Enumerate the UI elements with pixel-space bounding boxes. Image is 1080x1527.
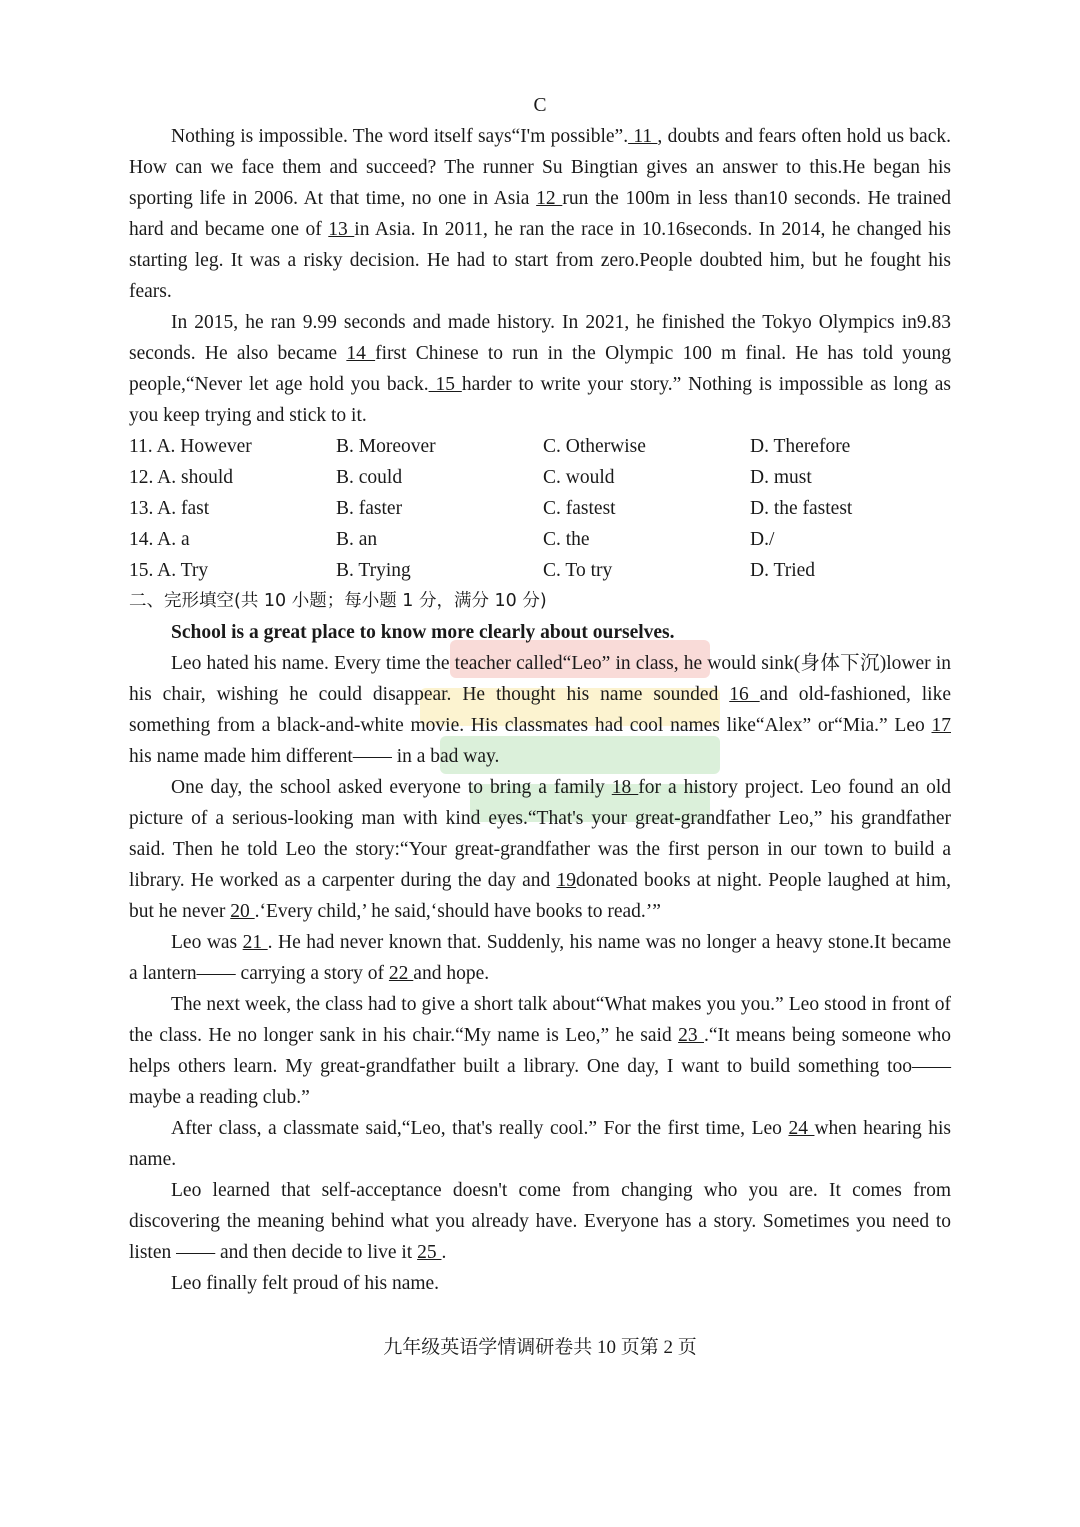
- passage-title: School is a great place to know more clearly about ourselves.: [171, 622, 675, 643]
- cloze-paragraph-7: Leo finally felt proud of his name.: [171, 1273, 440, 1294]
- option-d[interactable]: D. Therefore: [750, 436, 851, 457]
- passage-text: donated books at night. People laughed at him, but he never: [129, 870, 951, 922]
- answer-blank[interactable]: 15: [428, 374, 462, 395]
- cloze-paragraph-5: [129, 1113, 951, 1175]
- passage-text: .: [441, 1242, 447, 1263]
- passage-text: and hope.: [413, 963, 490, 984]
- passage-text: Leo hated his name. Every time the teacher called“Leo” in class, he would sink(身体下沉)lower in his chair, wishing he could disappear. He thought his name sounded: [129, 653, 951, 705]
- option-d[interactable]: D. the fastest: [750, 498, 853, 519]
- cloze-paragraph-3: [129, 927, 951, 989]
- question-14-options: [129, 524, 951, 555]
- passage-c-paragraph-2: [129, 307, 951, 431]
- option-b[interactable]: B. faster: [336, 498, 403, 519]
- option-a[interactable]: 14. A. a: [129, 529, 190, 550]
- question-11-options: [129, 431, 951, 462]
- option-d[interactable]: D./: [750, 529, 775, 550]
- question-12-options: [129, 462, 951, 493]
- cloze-paragraph-1: [129, 648, 951, 772]
- option-b[interactable]: B. an: [336, 529, 378, 550]
- cloze-paragraph-4: [129, 989, 951, 1113]
- question-13-options: [129, 493, 951, 524]
- answer-blank[interactable]: 21: [242, 932, 268, 953]
- passage-text: Nothing is impossible. The word itself says“I'm possible”.: [171, 126, 629, 147]
- option-b[interactable]: B. Moreover: [336, 436, 436, 457]
- answer-blank[interactable]: 19: [556, 870, 576, 891]
- passage-text: when hearing his name.: [129, 1118, 951, 1170]
- option-c[interactable]: C. the: [543, 529, 590, 550]
- answer-blank[interactable]: 11: [628, 126, 658, 147]
- option-b[interactable]: B. Trying: [336, 560, 411, 581]
- option-c[interactable]: C. To try: [543, 560, 613, 581]
- passage-text: .‘Every child,’ he said,‘should have books to read.’”: [254, 901, 661, 922]
- passage-text: .“It means being someone who helps others learn. My great-grandfather built a library. One day, I want to build something too—— maybe a reading club.”: [129, 1025, 951, 1108]
- answer-blank[interactable]: 14: [346, 343, 376, 364]
- passage-text: Leo learned that self-acceptance doesn't come from changing who you are. It comes from discovering the meaning behind what you already have. Everyone has a story. Sometimes you need to listen —— and then decide to live it: [129, 1180, 951, 1263]
- option-a[interactable]: 13. A. fast: [129, 498, 210, 519]
- passage-text: After class, a classmate said,“Leo, that's really cool.” For the first time, Leo: [171, 1118, 789, 1139]
- option-d[interactable]: D. Tried: [750, 560, 816, 581]
- passage-text: first Chinese to run in the Olympic 100 m final. He has told young people,“Never let age hold you back.: [129, 343, 951, 395]
- options-list: [129, 431, 951, 586]
- answer-blank[interactable]: 16: [729, 684, 760, 705]
- passage-text: his name made him different—— in a bad way.: [129, 746, 500, 767]
- passage-text: in Asia. In 2011, he ran the race in 10.16seconds. In 2014, he changed his starting leg. It was a risky decision. He had to start from zero.People doubted him, but he fought his fears.: [129, 219, 951, 302]
- option-a[interactable]: 11. A. However: [129, 436, 252, 457]
- answer-blank[interactable]: 20: [230, 901, 255, 922]
- page-content: [129, 90, 951, 1299]
- cloze-paragraph-2: [129, 772, 951, 927]
- passage-text: for a history project. Leo found an old picture of a serious-looking man with kind eyes.“That's your great-grandfather Leo,” his grandfather said. Then he told Leo the story:“Your great-grandfather was the first person in our town to build a library. He worked as a carpenter during the day and: [129, 777, 952, 891]
- answer-blank[interactable]: 24: [788, 1118, 815, 1139]
- passage-text: Leo was: [171, 932, 243, 953]
- passage-text: harder to write your story.” Nothing is impossible as long as you keep trying and stick to it.: [129, 374, 951, 426]
- passage-text: and old-fashioned, like something from a black-and-white movie. His classmates had cool names like“Alex” or“Mia.” Leo: [129, 684, 952, 736]
- passage-c-paragraph-1: [129, 121, 951, 307]
- passage-text: One day, the school asked everyone to bring a family: [171, 777, 612, 798]
- page-footer: 九年级英语学情调研卷共 10 页第 2 页: [383, 1337, 697, 1358]
- passage-text: The next week, the class had to give a short talk about“What makes you you.” Leo stood in front of the class. He no longer sank in his chair.“My name is Leo,” he said: [129, 994, 951, 1046]
- option-c[interactable]: C. fastest: [543, 498, 616, 519]
- passage-text: . He had never known that. Suddenly, his name was no longer a heavy stone.It became a lantern—— carrying a story of: [129, 932, 951, 984]
- answer-blank[interactable]: 18: [611, 777, 639, 798]
- section-heading: 二、完形填空(共 10 小题；每小题 1 分，满分 10 分): [129, 591, 547, 611]
- option-c[interactable]: C. Otherwise: [543, 436, 646, 457]
- section-letter: C: [533, 95, 547, 116]
- option-b[interactable]: B. could: [336, 467, 403, 488]
- answer-blank[interactable]: 13: [328, 219, 355, 240]
- option-d[interactable]: D. must: [750, 467, 812, 488]
- answer-blank[interactable]: 23: [678, 1025, 704, 1046]
- answer-blank[interactable]: 22: [388, 963, 414, 984]
- passage-text: In 2015, he ran 9.99 seconds and made history. In 2021, he finished the Tokyo Olympics in9.83 seconds. He also became: [129, 312, 951, 364]
- option-c[interactable]: C. would: [543, 467, 615, 488]
- cloze-paragraph-6: [129, 1175, 951, 1268]
- passage-text: run the 100m in less than10 seconds. He trained hard and became one of: [129, 188, 951, 240]
- option-a[interactable]: 15. A. Try: [129, 560, 209, 581]
- passage-text: , doubts and fears often hold us back. How can we face them and succeed? The runner Su Bingtian gives an answer to this.He began his sporting life in 2006. At that time, no one in Asia: [129, 126, 951, 209]
- answer-blank[interactable]: 17: [931, 715, 951, 736]
- answer-blank[interactable]: 25: [417, 1242, 442, 1263]
- question-15-options: [129, 555, 951, 586]
- answer-blank[interactable]: 12: [536, 188, 563, 209]
- option-a[interactable]: 12. A. should: [129, 467, 234, 488]
